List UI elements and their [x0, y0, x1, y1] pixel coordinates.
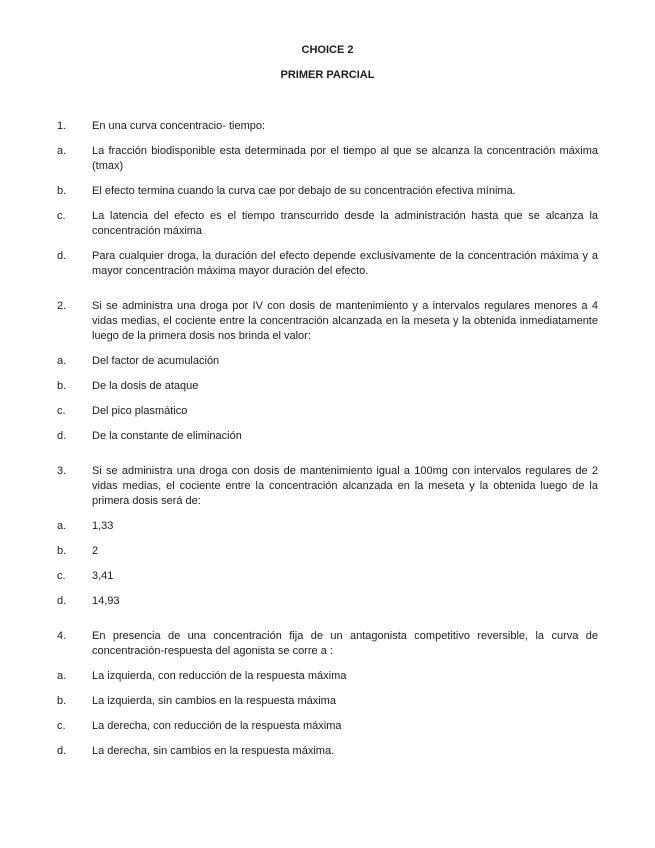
option-letter: a. — [57, 355, 67, 367]
option-letter: d. — [57, 430, 67, 442]
option-letter: b. — [57, 695, 67, 707]
question-1 — [57, 119, 598, 279]
document-title: CHOICE 2 — [301, 44, 354, 56]
question-stem — [57, 464, 598, 509]
answer-option — [57, 209, 598, 239]
question-text: Si se administra una droga por IV con dosis de mantenimiento y a intervalos regulares menores a 4 vidas medias, el cociente entre la concentración alcanzada en la meseta y la obtenida inmediatamente luego de la primera dosis nos brinda el valor: — [92, 300, 598, 342]
answer-option — [57, 594, 598, 609]
answer-option — [57, 744, 598, 759]
option-text: La fracción biodisponible esta determinada por el tiempo al que se alcanza la concentración máxima (tmax) — [92, 145, 598, 172]
answer-option — [57, 519, 598, 534]
answer-option — [57, 184, 598, 199]
option-letter: c. — [57, 570, 66, 582]
option-letter: a. — [57, 520, 67, 532]
answer-option — [57, 354, 598, 369]
answer-option — [57, 694, 598, 709]
option-text: La latencia del efecto es el tiempo transcurrido desde la administración hasta que se alcanza la concentración máxima — [92, 210, 598, 237]
document-subtitle: PRIMER PARCIAL — [280, 69, 375, 81]
option-letter: d. — [57, 595, 67, 607]
answer-option — [57, 144, 598, 174]
option-letter: b. — [57, 185, 67, 197]
option-letter: c. — [57, 405, 66, 417]
question-number: 1. — [57, 120, 67, 132]
option-letter: d. — [57, 745, 67, 757]
option-text: La derecha, sin cambios en la respuesta máxima. — [92, 745, 335, 757]
option-letter: c. — [57, 210, 66, 222]
question-number: 4. — [57, 630, 67, 642]
question-3 — [57, 464, 598, 609]
question-stem — [57, 629, 598, 659]
option-text: La izquierda, con reducción de la respuesta máxima — [92, 670, 347, 682]
answer-option — [57, 569, 598, 584]
answer-option — [57, 669, 598, 684]
option-text: La izquierda, sin cambios en la respuesta máxima — [92, 695, 336, 707]
answer-option — [57, 249, 598, 279]
option-text: El efecto termina cuando la curva cae por debajo de su concentración efectiva mínima. — [92, 185, 516, 197]
answer-option — [57, 429, 598, 444]
option-text: Del factor de acumulación — [92, 355, 220, 367]
question-2 — [57, 299, 598, 444]
option-text: De la dosis de ataque — [92, 380, 199, 392]
option-letter: b. — [57, 545, 67, 557]
question-4 — [57, 629, 598, 759]
option-letter: d. — [57, 250, 67, 262]
option-text: 1,33 — [92, 520, 114, 532]
option-text: De la constante de eliminación — [92, 430, 242, 442]
question-stem — [57, 119, 598, 134]
option-text: Del pico plasmático — [92, 405, 188, 417]
option-letter: c. — [57, 720, 66, 732]
option-text: Para cualquier droga, la duración del efecto depende exclusivamente de la concentración máxima y a mayor concentración máxima mayor duración del efecto. — [92, 250, 598, 277]
answer-option — [57, 404, 598, 419]
answer-option — [57, 379, 598, 394]
answer-option — [57, 719, 598, 734]
question-text: Si se administra una droga con dosis de mantenimiento igual a 100mg con intervalos regulares de 2 vidas medias, el cociente entre la concentración alcanzada en la meseta y la obtenida luego de la primera dosis será de: — [92, 465, 598, 507]
option-text: 2 — [92, 545, 99, 557]
option-letter: a. — [57, 145, 67, 157]
question-number: 2. — [57, 300, 67, 312]
option-text: La derecha, con reducción de la respuesta máxima — [92, 720, 342, 732]
question-text: En presencia de una concentración fija de un antagonista competitivo reversible, la curva de concentración-respuesta del agonista se corre a : — [92, 630, 598, 657]
option-letter: a. — [57, 670, 67, 682]
question-text: En una curva concentracio- tiempo: — [92, 120, 266, 132]
answer-option — [57, 544, 598, 559]
option-text: 3,41 — [92, 570, 114, 582]
option-text: 14,93 — [92, 595, 120, 607]
question-number: 3. — [57, 465, 67, 477]
question-stem — [57, 299, 598, 344]
option-letter: b. — [57, 380, 67, 392]
